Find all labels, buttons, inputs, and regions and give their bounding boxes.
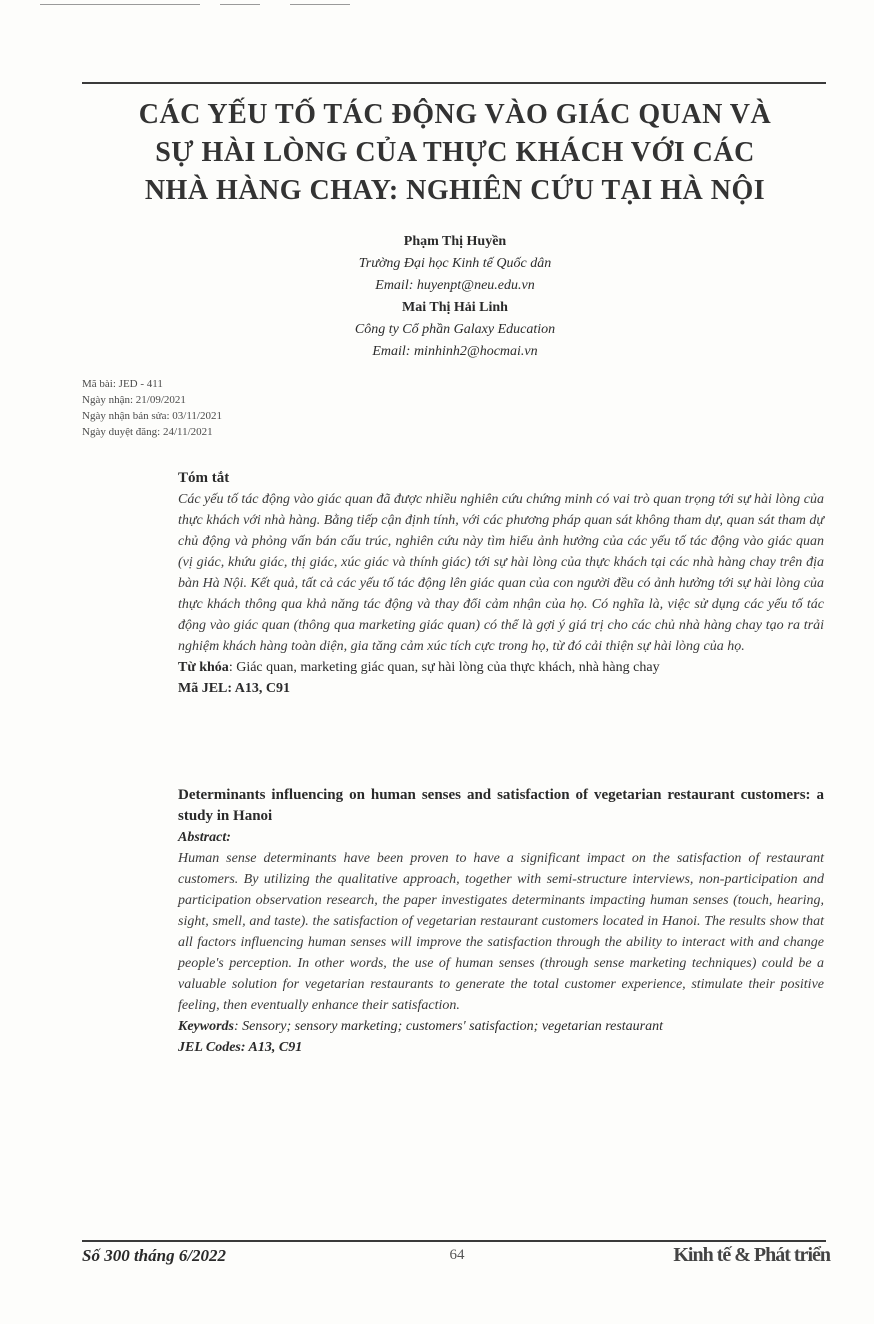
journal-logo: Kinh tế & Phát triển (673, 1244, 830, 1266)
jel-vn: Mã JEL: A13, C91 (178, 681, 290, 696)
footer-rule (82, 1240, 826, 1242)
author-1-name: Phạm Thị Huyền (403, 234, 507, 249)
author-1-email: Email: huyenpt@neu.edu.vn (375, 278, 535, 293)
keywords-en-label: Keywords (178, 1019, 234, 1034)
abstract-vn-body: Các yếu tố tác động vào giác quan đã được nhiều nghiên cứu chứng minh có vai trò quan trọng tới sự hài lòng của thực khách với nhà hàng. Bằng tiếp cận định tính, với các phương pháp quan sát không tham dự, quan sát tham dự chủ động và phỏng vấn bán cấu trúc, nghiên cứu này tìm hiểu ảnh hưởng của các yếu tố tác động vào giác quan (vị giác, khứu giác, thị giác, xúc giác và thính giác) tới sự hài lòng của thực khách tại các nhà hàng chay trên địa bàn Hà Nội. Kết quả, tất cả các yếu tố tác động lên giác quan của con người đều có ảnh hưởng tới sự hài lòng của thực khách thông qua khả năng tác động và thay đổi cảm nhận của họ. Có nghĩa là, việc sử dụng các yếu tố tác động vào giác quan (thông qua marketing giác quan) có thể là gợi ý giá trị cho các chủ nhà hàng chay tạo ra trải nghiệm khách hàng toàn diện, gia tăng cảm xúc tích cực trong họ, từ đó cải thiện sự hài lòng của họ. (178, 492, 824, 654)
author-2-email: Email: minhinh2@hocmai.vn (372, 344, 538, 359)
keywords-vn-text: : Giác quan, marketing giác quan, sự hài lòng của thực khách, nhà hàng chay (228, 660, 660, 675)
article-title (70, 96, 840, 210)
title-line-3: NHÀ HÀNG CHAY: NGHIÊN CỨU TẠI HÀ NỘI (144, 175, 766, 206)
title-line-2: SỰ HÀI LÒNG CỦA THỰC KHÁCH VỚI CÁC (155, 137, 755, 168)
jel-en: JEL Codes: A13, C91 (178, 1040, 303, 1055)
author-2-affiliation: Công ty Cổ phần Galaxy Education (354, 322, 556, 337)
issue-label: Số 300 tháng 6/2022 (82, 1246, 227, 1265)
abstract-en-body: Human sense determinants have been proven to have a significant impact on the satisfaction of restaurant customers. By utilizing the qualitative approach, together with semi-structure interviews, non-participation and participation observation research, the paper investigates determinants impacting human senses (touch, hearing, sight, smell, and taste). the satisfaction of vegetarian restaurant customers located in Hanoi. The results show that all factors influencing human senses will improve the satisfaction through the ability to interact with and change people's perception. In other words, the use of human senses (through sense marketing techniques) could be a valuable solution for vegetarian restaurants to generate the total customer experience, stimulate their positive feeling, then eventually enhance their satisfaction. (178, 851, 824, 1013)
keywords-en-text: : Sensory; sensory marketing; customers' satisfaction; vegetarian restaurant (234, 1019, 664, 1034)
author-2-name: Mai Thị Hải Linh (402, 300, 508, 315)
abstract-vietnamese (178, 468, 824, 699)
author-1-affiliation: Trường Đại học Kinh tế Quốc dân (358, 256, 552, 271)
abstract-en-heading: Abstract: (178, 830, 231, 845)
keywords-vn-label: Từ khóa (178, 660, 229, 675)
article-code: Mã bài: JED - 411 (82, 378, 163, 390)
english-title: Determinants influencing on human senses and satisfaction of vegetarian restaurant customers: a study in Hanoi (178, 787, 824, 824)
accepted-date: Ngày duyệt đăng: 24/11/2021 (82, 426, 213, 438)
article-meta (82, 376, 222, 440)
abstract-vn-heading: Tóm tắt (178, 470, 230, 486)
received-date: Ngày nhận: 21/09/2021 (82, 394, 186, 406)
revised-date: Ngày nhận bản sửa: 03/11/2021 (82, 410, 222, 422)
header-rule (82, 82, 826, 84)
page-number: 64 (449, 1247, 465, 1263)
title-line-1: CÁC YẾU TỐ TÁC ĐỘNG VÀO GIÁC QUAN VÀ (138, 99, 772, 130)
top-trim-marks (0, 0, 874, 12)
abstract-en-keywords (178, 1016, 824, 1037)
abstract-vn-keywords (178, 657, 824, 678)
abstract-english (178, 785, 824, 1058)
author-block (240, 231, 670, 363)
